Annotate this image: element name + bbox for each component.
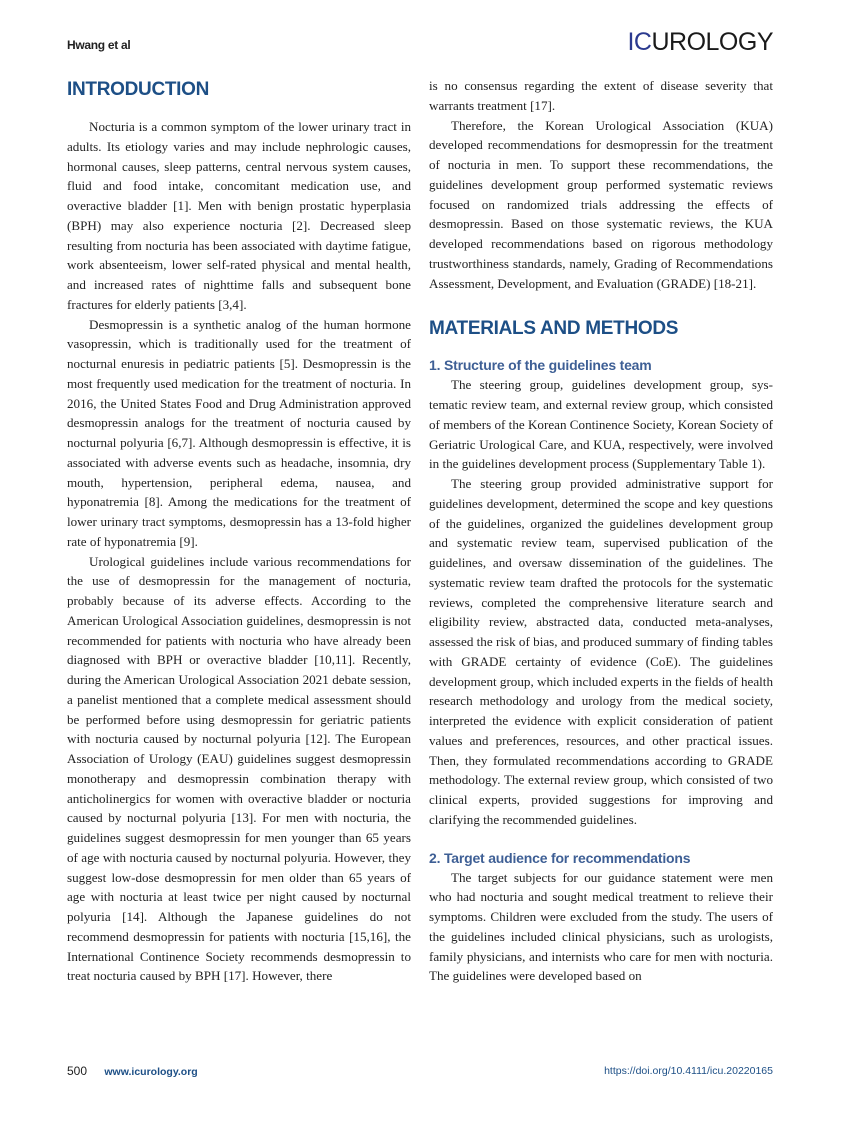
paragraph: Urological guidelines include various recommendations for the use of desmopressin for the management of nocturia, probably because of its adverse effects. According to the American Urological Association guidelines, desmopressin is not recommended for patients with nocturia who have already been diagnosed with BPH or overactive bladder [10,11]. Recently, during the American Urological Association 2021 debate session, a panelist mentioned that a complete medical assessment should be performed before using desmopressin for geriatric patients with nocturia caused by nocturnal polyuria [12]. The European Association of Urology (EAU) guidelines suggest desmopressin monotherapy and desmopressin combination therapy with anticholinergics for women with overactive bladder or nocturia caused by nocturnal polyuria [13]. For men with nocturia, the guidelines suggest desmopressin for men younger than 65 years of age with nocturia caused by nocturnal polyuria. However, they suggest low-dose desmopressin for men older than 65 years of age with nocturia at least twice per night caused by nocturnal polyuria [14]. Although the Japanese guidelines do not recommend desmopressin for patients with nocturia [15,16], the International Continence Society recommends desmopressin to treat nocturia caused by BPH [17]. However, there: [67, 553, 411, 984]
logo-suffix: UROLOGY: [651, 28, 773, 56]
subsection-title: 2. Target audience for recommendations: [429, 849, 691, 866]
left-column: [67, 76, 411, 986]
subsection-title: 1. Structure of the guidelines team: [429, 357, 652, 374]
journal-logo: [627, 28, 773, 56]
paragraph-continuation: is no consensus regarding the extent of disease severity that warrants treatment [17].: [429, 78, 773, 113]
website-link[interactable]: www.icurology.org: [104, 1066, 198, 1078]
section-title-introduction: INTRODUCTION: [67, 79, 210, 100]
spacer: [429, 293, 773, 315]
paragraph: Desmopressin is a synthetic analog of the human hormone vasopressin, which is traditionally used for the treatment of nocturnal enuresis in pediatric patients [5]. Desmopressin is the most frequently used medication for the treatment of nocturia. In 2016, the United States Food and Drug Administration approved desmopressin analogs for the treatment of nocturia caused by nocturnal polyuria [6,7]. Although desmopressin is effective, it is associated with adverse events such as headache, insomnia, dry mouth, hypertension, peripheral edema, nausea, and hyponatremia [8]. Among the medications for the treatment of lower urinary tract symptoms, desmopressin has a 13-fold higher rate of hyponatremia [9].: [67, 316, 411, 549]
running-head: Hwang et al: [67, 38, 131, 52]
doi-link[interactable]: https://doi.org/10.4111/icu.20220165: [604, 1065, 773, 1077]
right-column: [429, 76, 773, 986]
paragraph: Therefore, the Korean Urological Association (KUA) developed recommendations for desmopressin for the treatment of nocturia in men. To support these recommendations, the guidelines development group performed systematic reviews focused on randomized trials addressing the effects of desmopressin. Based on those systematic reviews, the KUA developed recommendations based on rigorous methodology trustworthiness standards, namely, Grading of Recommendations Assessment, Development, and Evaluation (GRADE) [18-21].: [429, 117, 773, 291]
paragraph: The steering group, guidelines development group, systematic review team, and external review group, which consisted of members of the Korean Continence Society, Korean Society of Geriatric Urological Care, and KUA, respectively, were involved in the guidelines development process (Supplementary Table 1).: [429, 377, 773, 472]
footer-left: [67, 1064, 198, 1078]
paragraph: Nocturia is a common symptom of the lower urinary tract in adults. Its etiology varies and may include nephrologic causes, hormonal causes, sleep patterns, central nervous system causes, fluid and food intake, concomitant medication use, and overactive bladder [1]. Men with benign prostatic hyperplasia (BPH) may also experience nocturia [2]. Decreased sleep resulting from nocturia has been associated with daytime fatigue, work absenteeism, lower self-rated physical and mental health, and increased rates of nighttime falls and subsequent bone fractures for elderly patients [3,4].: [67, 119, 411, 312]
paragraph: The steering group provided administrative support for guidelines development, determined the scope and key questions of the guidelines, organized the guidelines development group and systematic review team, supervised publication of the guidelines, and oversaw dissemination of the guidelines. The systematic review team drafted the protocols for the systematic reviews, completed the comprehensive literature search and eligibility review, abstracted data, conducted meta-analyses, assessed the risk of bias, and produced summary of finding tables with GRADE certainty of evidence (CoE). The guidelines development group, which included experts in the fields of health research methodology and urology from the medical society, interpreted the evidence with explicit consideration of patient values and preferences, resources, and other practical issues. Then, they formulated recommendations according to GRADE methodology. The external review group, which consisted of two clinical experts, provided suggestions for improving and clarifying the recommended guidelines.: [429, 476, 773, 827]
spacer: [429, 830, 773, 849]
paragraph: The target subjects for our guidance statement were men who had nocturia and sought medical treatment to relieve their symptoms. Children were excluded from the study. The users of the guidelines included clinical physicians, such as urologists, family physicians, and internists who care for men with nocturia. The guidelines were developed based on: [429, 869, 773, 984]
logo-prefix: IC: [627, 28, 652, 56]
page-number: 500: [67, 1064, 88, 1078]
section-title-methods: MATERIALS AND METHODS: [429, 318, 679, 340]
